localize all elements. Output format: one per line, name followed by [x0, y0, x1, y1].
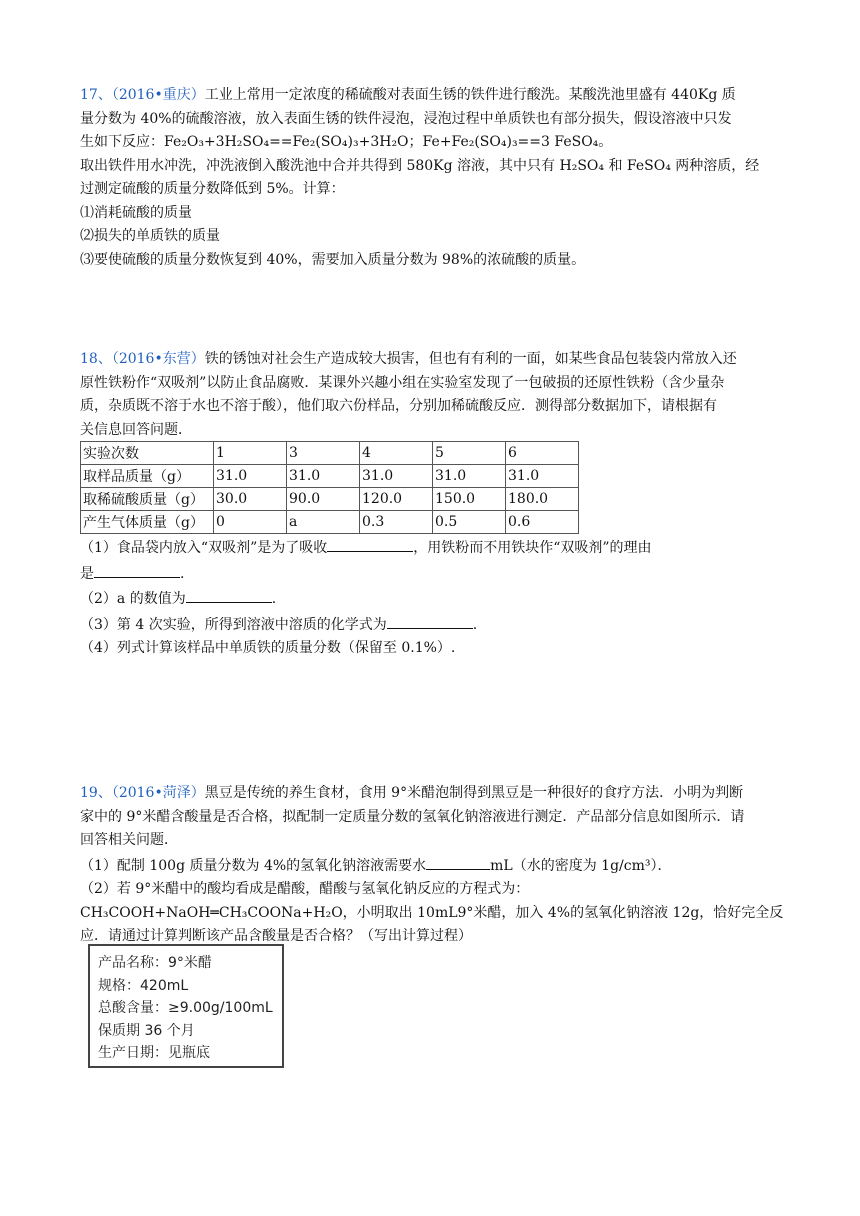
q17-sub-2: ⑵损失的单质铁的质量 — [80, 228, 220, 244]
table-cell: 6 — [506, 442, 579, 465]
table-header-row — [81, 442, 579, 465]
table-cell: 5 — [433, 442, 506, 465]
q19-line-2: 家中的 9°米醋含酸量是否合格，拟配制一定质量分数的氢氧化钠溶液进行测定．产品部分信息如图所示．请 — [80, 808, 745, 825]
q18-part-1-cont — [80, 561, 780, 587]
table-cell: 产生气体质量（g） — [81, 511, 214, 534]
table-cell: 0.3 — [360, 511, 433, 534]
q18-part-1-text-b: ，用铁粉而不用铁块作“双吸剂”的理由 — [413, 540, 652, 556]
table-cell: 3 — [287, 442, 360, 465]
table-row — [81, 488, 579, 511]
q18-part-1 — [80, 535, 780, 561]
q18-line-4: 关信息回答问题． — [80, 421, 192, 438]
answer-blank[interactable] — [387, 612, 473, 629]
q18-number: 18、 — [80, 351, 112, 367]
q19-part-2-cont: 应．请通过计算判断该产品含酸量是否合格？（写出计算过程） — [80, 928, 472, 944]
label-acid-content: 总酸含量：≥9.00g/100mL — [98, 1000, 273, 1016]
q19-number: 19、 — [80, 785, 112, 801]
q19-line-3: 回答相关问题． — [80, 832, 178, 848]
label-production-date: 生产日期：见瓶底 — [98, 1045, 210, 1061]
q18-source: （2016•东营） — [111, 351, 205, 367]
q19-part-1-text: （1）配制 100g 质量分数为 4%的氢氧化钠溶液需要水 — [80, 857, 427, 874]
table-cell: 0 — [214, 511, 287, 534]
table-cell: 31.0 — [287, 465, 360, 488]
q18-line-3: 质，杂质既不溶于水也不溶于酸），他们取六份样品，分别加稀硫酸反应．测得部分数据加下，请根据有 — [80, 398, 717, 414]
q18-line-1 — [80, 348, 780, 372]
q18-part-1-text-c: 是 — [80, 565, 94, 582]
q17-text: 工业上常用一定浓度的稀硫酸对表面生锈的铁件进行酸洗。某酸洗池里盛有 440Kg 质 — [204, 87, 736, 103]
table-cell: 90.0 — [287, 488, 360, 511]
q17-source: （2016•重庆） — [111, 87, 205, 103]
question-19 — [80, 782, 784, 949]
q18-text: 铁的锈蚀对社会生产造成较大损害，但也有有利的一面，如某些食品包装袋内常放入还 — [204, 351, 737, 367]
q19-line-1 — [80, 782, 780, 806]
q18-part-2-text: （2）a 的数值为 — [80, 591, 186, 607]
q17-line-1 — [80, 84, 780, 108]
q18-part-2 — [80, 586, 780, 612]
table-cell: 31.0 — [360, 465, 433, 488]
table-row — [81, 465, 579, 488]
table-cell: 180.0 — [506, 488, 579, 511]
q19-text: 黑豆是传统的养生食材，食用 9°米醋泡制得到黑豆是一种很好的食疗方法．小明为判断 — [204, 785, 744, 801]
q19-part-1-text-b: mL（水的密度为 1g/cm³）． — [490, 857, 672, 874]
q18-part-1-text: （1）食品袋内放入“双吸剂”是为了吸收 — [80, 540, 328, 556]
table-cell: 120.0 — [360, 488, 433, 511]
q17-line-2: 量分数为 40%的硫酸溶液，放入表面生锈的铁件浸泡，浸泡过程中单质铁也有部分损失，假设溶液中只发 — [80, 110, 732, 127]
question-18-parts — [80, 535, 780, 661]
table-cell: 0.6 — [506, 511, 579, 534]
table-cell: 1 — [214, 442, 287, 465]
label-product-name: 产品名称：9°米醋 — [98, 955, 212, 971]
answer-blank[interactable] — [186, 586, 272, 603]
experiment-table — [80, 441, 579, 534]
table-cell: 实验次数 — [81, 442, 214, 465]
q17-sub-3: ⑶要使硫酸的质量分数恢复到 40%，需要加入质量分数为 98%的浓硫酸的质量。 — [80, 251, 586, 268]
q18-part-3 — [80, 612, 780, 638]
q18-part-3-text-b: . — [472, 616, 478, 633]
q18-part-2-text-b: . — [271, 591, 277, 607]
q18-part-4: （4）列式计算该样品中单质铁的质量分数（保留至 0.1%）. — [80, 640, 456, 656]
table-cell: a — [287, 511, 360, 534]
q19-part-2: （2）若 9°米醋中的酸均看成是醋酸，醋酸与氢氧化钠反应的方程式为： — [80, 881, 530, 897]
label-spec: 规格：420mL — [98, 977, 189, 994]
q19-source: （2016•菏泽） — [111, 785, 205, 801]
product-label — [88, 944, 284, 1068]
answer-blank[interactable] — [426, 853, 490, 870]
q17-line-3: 生如下反应：Fe₂O₃+3H₂SO₄==Fe₂(SO₄)₃+3H₂O；Fe+Fe₂(SO₄)₃==3 FeSO₄。 — [80, 134, 613, 150]
question-18 — [80, 348, 780, 442]
table-cell: 取样品质量（g） — [81, 465, 214, 488]
q17-number: 17、 — [80, 87, 112, 103]
answer-blank[interactable] — [94, 561, 180, 578]
table-cell: 0.5 — [433, 511, 506, 534]
label-shelf-life: 保质期 36 个月 — [98, 1022, 195, 1039]
question-17 — [80, 84, 780, 272]
table-cell: 150.0 — [433, 488, 506, 511]
table-cell: 31.0 — [433, 465, 506, 488]
table-row — [81, 511, 579, 534]
table-cell: 4 — [360, 442, 433, 465]
q17-line-4: 取出铁件用水冲洗，冲洗液倒入酸洗池中合并共得到 580Kg 溶液，其中只有 H₂SO₄ 和 FeSO₄ 两种溶质，经 — [80, 157, 760, 174]
q17-sub-1: ⑴消耗硫酸的质量 — [80, 204, 192, 221]
table-cell: 30.0 — [214, 488, 287, 511]
table-cell: 31.0 — [506, 465, 579, 488]
q19-part-1 — [80, 853, 780, 879]
q18-line-2: 原性铁粉作“双吸剂”以防止食品腐败．某课外兴趣小组在实验室发现了一包破损的还原性铁粉（含少量杂 — [80, 374, 725, 391]
q17-line-5: 过测定硫酸的质量分数降低到 5%。计算： — [80, 181, 345, 197]
q18-part-1-text-d: . — [180, 565, 185, 582]
table-cell: 取稀硫酸质量（g） — [81, 488, 214, 511]
q18-part-3-text: （3）第 4 次实验，所得到溶液中溶质的化学式为 — [80, 616, 387, 633]
answer-blank[interactable] — [327, 535, 413, 552]
q19-equation: CH₃COOH+NaOH═CH₃COONa+H₂O，小明取出 10mL9°米醋，加入 4%的氢氧化钠溶液 12g，恰好完全反 — [80, 904, 784, 921]
table-cell: 31.0 — [214, 465, 287, 488]
